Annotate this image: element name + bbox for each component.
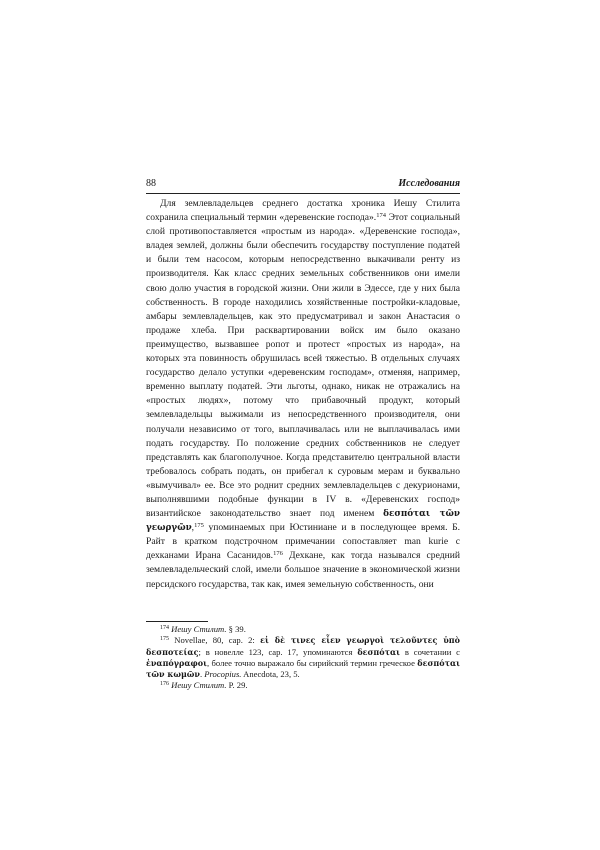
text-segment-2: Этот социальный слой противопоставляется «простым из народа». «Деревенские господа», владея землей, должны были обеспечить государству поступление податей и были тем насосом, которым непосредственно выкачивали ренту из производителя. Как класс средних земельных собственников они имели свою долю участия в городской жизни. Они жили в Эдессе, где у них была собственность. В городе находились хозяйственные постройки-кладовые, амбары землевладельцев, как это предусматривал и закон Анастасия о продаже хлеба. При расквартировании войск им было оказано преимущество, вызвавшее ропот и протест «простых из народа», на которых эта повинность обрушилась всей тяжестью. В отдельных случаях государство делало уступки «деревенским господам», отменяя, например, временно выплату податей. Эти льготы, однако, никак не отражались на «простых людях», потому что прибавочный продукт, который землевладельцы выжимали из непосредственного производителя, они получали независимо от того, выплачивалась или не выплачивалась ими подать государству. По положение средних собственников не следует представлять как благополучное. Когда представителю центральной власти требовалось собрать подать, он прибегал к суровым мерам и буквально «вымучивал» ее. Все это роднит средних землевладельцев с декурионами, выполнявшими подобные функции в IV в. «Деревенских господ» византийское законодательство знает под именем (146, 212, 460, 520)
footnote-text: ; в новелле 123, cap. 17, упоминаются (198, 646, 358, 657)
footnote-text: § 39. (226, 624, 246, 634)
greek-quote: εἰ δὲ τινες εἶεν γεωργοὶ τελοῦντες ὑπὸ δεσποτείας (146, 635, 460, 657)
footnote-author: Procopius. (204, 669, 242, 680)
footnote-author: Иешу Стилит. (171, 680, 227, 691)
greek-term: ἐναπόγραφοι (146, 657, 207, 668)
page-number: 88 (146, 178, 156, 189)
text-segment-5: Дехкане, как тогда назывался средний землевладельческий слой, имели большое значение в экономической жизни персидского государства, так как, имея земельную собственность, они (146, 550, 460, 590)
footnote-text: Anecdota, 23, 5. (241, 669, 300, 680)
footnote-ref-174[interactable]: 174 (376, 212, 386, 220)
footnote-number: 176 (160, 681, 169, 688)
greek-term: δεσπόται (357, 646, 401, 657)
running-title: Исследования (398, 178, 460, 189)
footnote-174 (146, 624, 460, 635)
footnote-text: в сочетании с (400, 646, 460, 657)
footnote-176 (146, 680, 460, 691)
text-segment-4: упоминаемых при Юстиниане и в последующее время. Б. Райт в кратком подстрочном примечании сопоставляет man kurie с дехканами Ирана Сасанидов. (146, 522, 460, 562)
text-segment-3: , (191, 522, 195, 534)
footnote-ref-175[interactable]: 175 (194, 522, 204, 530)
paragraph (146, 197, 460, 592)
main-text (146, 197, 460, 592)
footnote-number: 174 (160, 625, 169, 631)
footnote-text: Novellae, 80, cap. 2: (174, 635, 261, 646)
footnote-175 (146, 635, 460, 680)
greek-term: δεσπόται τῶν κωμῶν (146, 657, 460, 680)
page-header (146, 178, 460, 192)
footnotes (146, 624, 460, 692)
footnote-number: 175 (160, 636, 169, 643)
footnote-text: . (199, 669, 205, 680)
footnote-text: , более точно выражало бы сирийский термин греческое (206, 657, 418, 668)
footnote-rule (146, 621, 208, 622)
text-segment-1: Для землевладельцев среднего достатка хроника Иешу Стилита сохранила специальный термин «деревенские господа». (146, 198, 460, 224)
footnote-author: Иешу Стилит. (171, 624, 227, 634)
footnote-ref-176[interactable]: 176 (273, 550, 283, 558)
greek-term: δεσπόται τῶν γεωργῶν (146, 509, 461, 534)
header-rule (146, 193, 460, 194)
footnote-text: P. 29. (226, 680, 248, 691)
